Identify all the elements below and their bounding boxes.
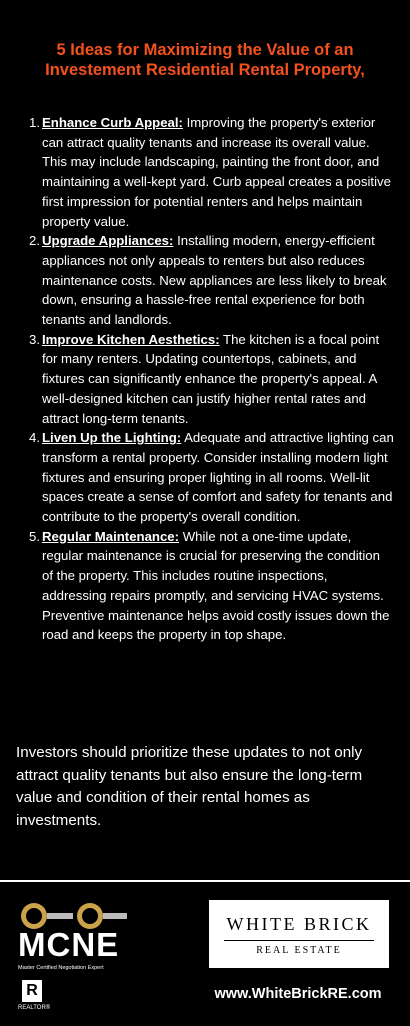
footer (0, 880, 410, 1026)
list-item (22, 527, 394, 645)
item-number: 4. (29, 430, 40, 446)
list-item (22, 231, 394, 330)
list-item (22, 113, 394, 231)
title-line-2: Investement Residential Rental Property, (45, 61, 365, 79)
brand-subtitle: REAL ESTATE (256, 945, 342, 956)
conclusion-paragraph: Investors should prioritize these updates to not only attract quality tenants but also ensure the long-term value and condition of their rental homes as investments. (16, 744, 363, 829)
page-title (0, 40, 410, 80)
ideas-list (22, 113, 394, 645)
title-line-1: 5 Ideas for Maximizing the Value of an (56, 41, 354, 59)
brand-name: WHITE BRICK (226, 914, 372, 934)
item-number: 3. (29, 331, 40, 347)
item-heading: Liven Up the Lighting: (42, 430, 182, 446)
item-text: Adequate and attractive lighting can transform a rental property. Consider installing modern light fixtures and ensuring proper lighting in all rooms. Well-lit spaces create a sense of comfort and safety for tenants and contribute to the property's overall condition. (42, 430, 394, 525)
list-item (22, 330, 394, 429)
item-heading: Regular Maintenance: (42, 528, 180, 544)
website-link[interactable]: www.WhiteBrickRE.com (214, 986, 382, 1002)
mcne-subtitle: Master Certified Negotiation Expert (18, 965, 104, 971)
item-text: Improving the property's exterior can attract quality tenants and increase its overall value. This may include landscaping, painting the front door, and maintaining a well-kept yard. Curb appeal creates a positive first impression for potential renters and helps maintain property value. (42, 115, 391, 229)
item-text: The kitchen is a focal point for many renters. Updating countertops, cabinets, and fixtures can significantly enhance the property's appeal. A well-designed kitchen can justify higher rental rates and attract long-term tenants. (42, 331, 380, 426)
item-number: 2. (29, 233, 40, 249)
logo-divider (224, 940, 374, 941)
item-heading: Enhance Curb Appeal: (42, 115, 183, 130)
mcne-logo: MCNE (18, 926, 120, 963)
item-text: While not a one-time update, regular maintenance is crucial for preserving the condition of the property. This includes routine inspections, addressing repairs promptly, and servicing HVAC systems. Preventive maintenance helps avoid costly issues down the road and keeps the property in top shape. (42, 528, 390, 643)
realtor-icon: R (22, 980, 42, 1002)
item-number: 5. (29, 528, 40, 544)
white-brick-logo (209, 900, 389, 968)
item-heading: Upgrade Appliances: (42, 233, 174, 249)
item-heading: Improve Kitchen Aesthetics: (42, 331, 220, 347)
item-number: 1. (29, 115, 40, 130)
realtor-label: REALTOR® (18, 1005, 51, 1011)
item-text: Installing modern, energy-efficient appliances not only appeals to renters but also reduces maintenance costs. New appliances are less likely to break down, ensuring a hassle-free rental experience for both tenants and landlords. (42, 233, 387, 328)
list-item (22, 428, 394, 527)
